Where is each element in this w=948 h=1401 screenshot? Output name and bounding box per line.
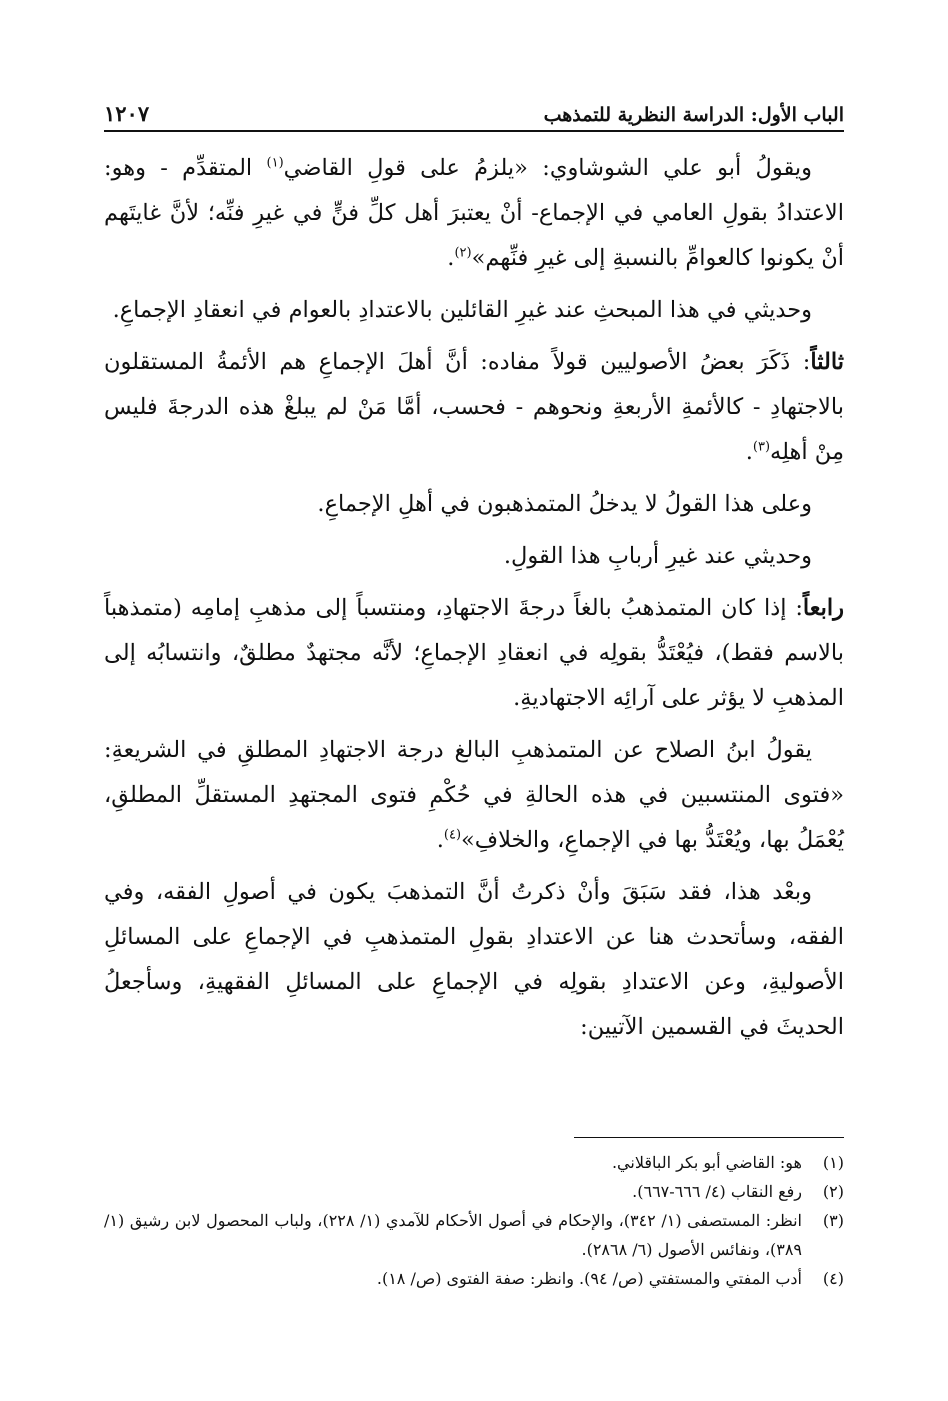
paragraph-third-point — [104, 340, 844, 475]
page-number: ١٢٠٧ — [104, 101, 150, 126]
footnotes — [104, 1148, 844, 1293]
paragraph-text: . — [447, 245, 455, 271]
chapter-title: الباب الأول: الدراسة النظرية للتمذهب — [543, 104, 844, 126]
footnote-number: (٤) — [822, 1269, 844, 1288]
point-label: ثالثاً — [810, 349, 844, 375]
footnote-text: هو: القاضي أبو بكر الباقلاني. — [611, 1153, 802, 1172]
paragraph-shushawi-quote — [104, 146, 844, 281]
paragraph-text: : ذَكَرَ بعضُ الأصوليين قولاً مفاده: أنَّ أهلَ الإجماعِ هم الأئمةُ المستقلون بالاجتهادِ - كالأئمةِ الأربعةِ ونحوهم - فحسب، أمَّا مَنْ لم يبلغْ هذه الدرجةَ فليس مِنْ أهلِه — [104, 349, 844, 465]
footnote-item — [104, 1148, 844, 1177]
main-text — [104, 146, 844, 1057]
paragraph-text: : إذا كان المتمذهبُ بالغاً درجةَ الاجتهادِ، ومنتسباً إلى مذهبِ إمامِه (متمذهباً بالاسم فقط)، فيُعْتَدُّ بقولِه في انعقادِ الإجماعِ؛ لأنَّه مجتهدٌ مطلقٌ، وانتسابُه إلى المذهبِ لا يؤثر على آرائِه الاجتهاديةِ. — [104, 595, 844, 711]
footnote-item — [104, 1206, 844, 1264]
footnote-text: انظر: المستصفى (١/ ٣٤٢)، والإحكام في أصول الأحكام للآمدي (١/ ٢٢٨)، ولباب المحصول لابن رشيق (١/ ٣٨٩)، ونفائس الأصول (٦/ ٢٨٦٨). — [104, 1211, 802, 1259]
footnote-ref[interactable]: (٤) — [443, 827, 462, 843]
footnote-ref[interactable]: (٢) — [454, 245, 472, 261]
paragraph-text: المتقدِّم - وهو: الاعتدادُ بقولِ العامي في الإجماع- أنْ يعتبرَ أهل كلِّ فنٍّ في غيرِ فنِّه؛ لأنَّ غايتَهم أنْ يكونوا كالعوامِّ بالنسبةِ إلى غيرِ فنِّهم» — [104, 155, 844, 271]
footnote-ref[interactable]: (١) — [266, 155, 284, 171]
paragraph-text: يقولُ ابنُ الصلاح عن المتمذهبِ البالغ درجة الاجتهادِ المطلقِ في الشريعةِ: «فتوى المنتسبين في هذه الحالةِ في حُكْمِ فتوى المجتهدِ المستقلِّ المطلقِ، يُعْمَلُ بها، ويُعْتَدُّ بها في الإجماعِ، والخلافِ» — [104, 737, 844, 853]
paragraph-text: ويقولُ أبو علي الشوشاوي: «يلزمُ على قولِ القاضي — [283, 155, 812, 181]
running-header — [104, 96, 844, 132]
footnote-text: أدب المفتي والمستفتي (ص/ ٩٤). وانظر: صفة الفتوى (ص/ ١٨). — [376, 1269, 802, 1288]
paragraph-scope-note-2 — [104, 534, 844, 579]
footnote-number: (٣) — [822, 1211, 844, 1230]
footnote-item — [104, 1177, 844, 1206]
footnote-number: (١) — [822, 1153, 844, 1172]
paragraph-text: وعلى هذا القولُ لا يدخلُ المتمذهبون في أهلِ الإجماعِ. — [317, 491, 812, 517]
footnote-ref[interactable]: (٣) — [752, 439, 771, 455]
point-label: رابعاً — [802, 595, 844, 621]
paragraph-conclusion — [104, 870, 844, 1050]
footnote-separator — [574, 1137, 844, 1138]
footnote-item — [104, 1264, 844, 1293]
footnote-number: (٢) — [822, 1182, 844, 1201]
paragraph-consequence — [104, 482, 844, 527]
paragraph-text: وحديثي في هذا المبحثِ عند غيرِ القائلين بالاعتدادِ بالعوام في انعقادِ الإجماعِ. — [112, 297, 812, 323]
paragraph-scope-note — [104, 288, 844, 333]
paragraph-text: وحديثي عند غيرِ أربابِ هذا القولِ. — [503, 543, 812, 569]
paragraph-text: وبعْد هذا، فقد سَبَقَ وأنْ ذكرتُ أنَّ التمذهبَ يكون في أصولِ الفقه، وفي الفقه، وسأتحدث هنا عن الاعتدادِ بقولِ المتمذهبِ في الإجماعِ على المسائلِ الأصوليةِ، وعن الاعتدادِ بقولِه في الإجماعِ على المسائلِ الفقهيةِ، وسأجعلُ الحديثَ في القسمين الآتيين: — [104, 879, 844, 1040]
paragraph-fourth-point — [104, 586, 844, 721]
footnote-text: رفع النقاب (٤/ ٦٦٦-٦٦٧). — [632, 1182, 802, 1201]
paragraph-text: . — [436, 827, 444, 853]
paragraph-text: . — [745, 439, 753, 465]
paragraph-ibn-salah-quote — [104, 728, 844, 863]
